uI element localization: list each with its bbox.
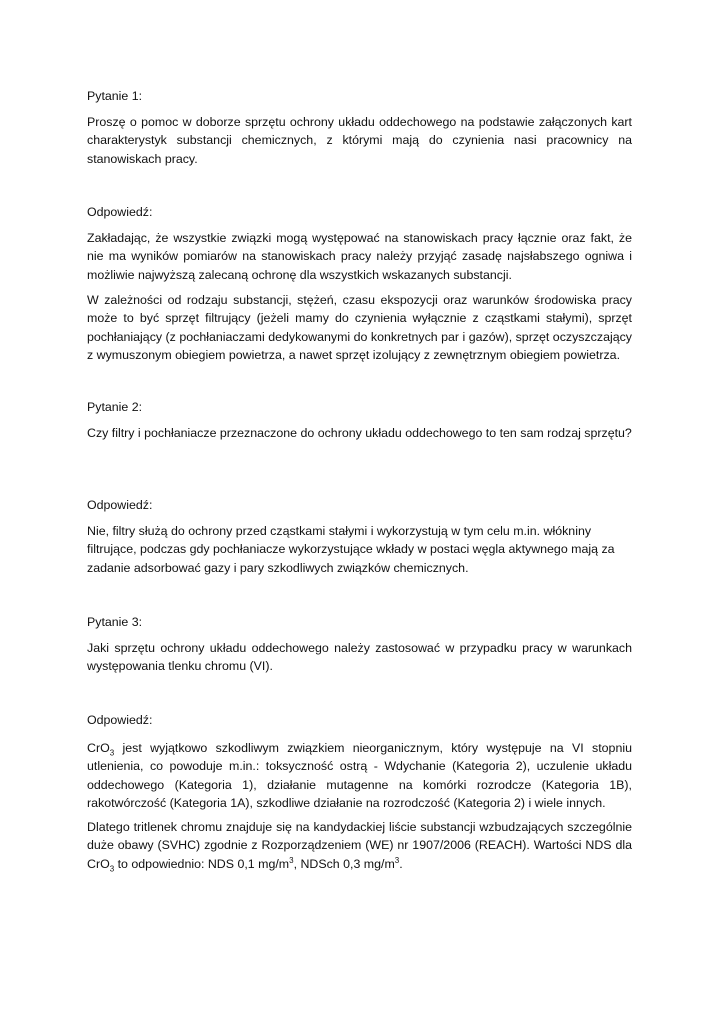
answer-2-paragraph: Nie, filtry służą do ochrony przed cząstkami stałymi i wykorzystują w tym celu m.in. włókniny filtrujące, podczas gdy pochłaniacze wykorzystujące wkłady w postaci węgla aktywnego mają za zadanie adsorbować gazy i pary szkodliwych związków chemicznych. — [87, 524, 615, 575]
answer-3-paragraph-1: CrO$_3$ jest wyjątkowo szkodliwym związkiem nieorganicznym, który występuje na VI stopniu utlenienia, co powoduje m.in.: toksyczność ostrą - Wdychanie (Kategoria 2), uczulenie układu oddechowego (Kategoria 1), działanie mutagenne na komórki rozrodcze (Kategoria 1B), rakotwórczość (Kategoria 1A), szkodliwe działanie na rozrodczość (Kategoria 2) i wiele innych. — [87, 741, 632, 811]
question-1-text: Proszę o pomoc w doborze sprzętu ochrony układu oddechowego na podstawie załączonych kart charakterystyk substancji chemicznych, z którymi mają do czynienia nasi pracownicy na stanowiskach pracy. — [87, 115, 632, 166]
answer-3-heading: Odpowiedź: — [87, 713, 153, 727]
question-2-heading: Pytanie 2: — [87, 400, 143, 414]
question-3-heading: Pytanie 3: — [87, 615, 143, 629]
question-2-text: Czy filtry i pochłaniacze przeznaczone do ochrony układu oddechowego to ten sam rodzaj sprzętu? — [87, 426, 632, 440]
question-1-heading: Pytanie 1: — [87, 89, 143, 103]
answer-1-paragraph-1: Zakładając, że wszystkie związki mogą występować na stanowiskach pracy łącznie oraz fakt, że nie ma wyników pomiarów na stanowiskach pracy należy przyjąć zasadę najsłabszego ogniwa i możliwie najwyższą zalecaną ochronę dla wszystkich wskazanych substancji. — [87, 231, 632, 282]
answer-2-heading: Odpowiedź: — [87, 498, 153, 512]
answer-3-paragraph-2: Dlatego tritlenek chromu znajduje się na kandydackiej liście substancji wzbudzających szczególnie duże obawy (SVHC) zgodnie z Rozporządzeniem (WE) nr 1907/2006 (REACH). Wartości NDS dla CrO$_3$ to odpowiednio: NDS 0,1 $mg/m^3$, NDSch 0,3 $mg/m^3$. — [87, 820, 632, 874]
answer-1-heading: Odpowiedź: — [87, 205, 153, 219]
question-3-text: Jaki sprzętu ochrony układu oddechowego należy zastosować w przypadku pracy w warunkach występowania tlenku chromu (VI). — [87, 641, 632, 674]
answer-1-paragraph-2: W zależności od rodzaju substancji, stężeń, czasu ekspozycji oraz warunków środowiska pracy może to być sprzęt filtrujący (jeżeli mamy do czynienia wyłącznie z cząstkami stałymi), sprzęt pochłaniający (z pochłaniaczami dedykowanymi do konkretnych par i gazów), sprzęt oczyszczający z wymuszonym obiegiem powietrza, a nawet sprzęt izolujący z zewnętrznym obiegiem powietrza. — [87, 293, 632, 363]
formula-cro3-inline: CrO$_3$ — [87, 856, 115, 874]
formula-cro3: CrO$_3$ — [87, 741, 115, 758]
